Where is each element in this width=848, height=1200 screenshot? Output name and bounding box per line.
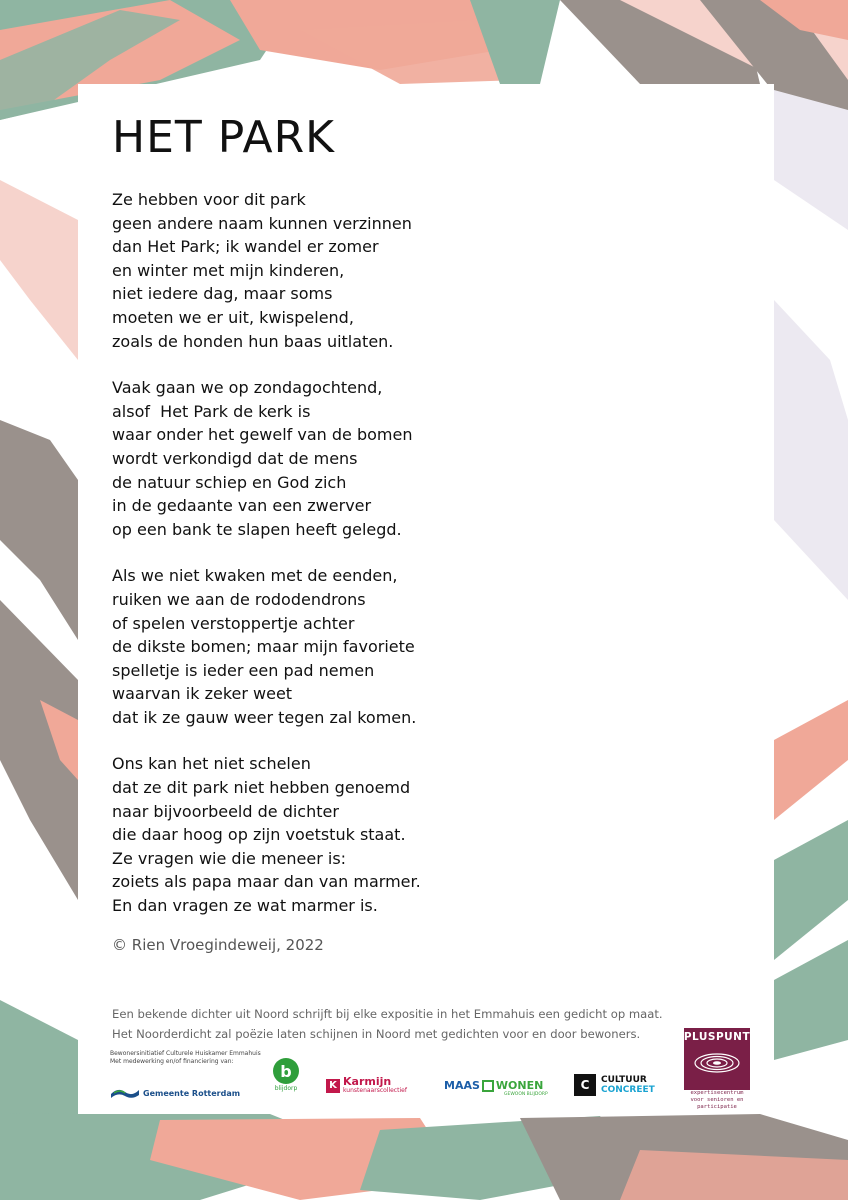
poem-line: de natuur schiep en God zich bbox=[112, 472, 347, 492]
poem-line: in de gedaante van een zwerver bbox=[112, 496, 372, 516]
pluspunt-name: PLUSPUNT bbox=[683, 1031, 751, 1043]
poem-line: En dan vragen ze wat marmer is. bbox=[112, 896, 378, 916]
footer-text bbox=[112, 1004, 663, 1044]
poem-line: zoals de honden hun baas uitlaten. bbox=[112, 331, 394, 351]
poem-card bbox=[78, 84, 774, 1114]
poem-line: de dikste bomen; maar mijn favoriete bbox=[112, 637, 415, 657]
footer-line-1: Een bekende dichter uit Noord schrijft bij elke expositie in het Emmahuis een gedicht op maat. bbox=[112, 1007, 663, 1021]
blijdorp-b-icon: b bbox=[273, 1058, 299, 1084]
poem-line: op een bank te slapen heeft gelegd. bbox=[112, 519, 402, 539]
stanza-3 bbox=[112, 564, 712, 729]
concreet-name: CONCREET bbox=[601, 1085, 655, 1095]
poem-line: naar bijvoorbeeld de dichter bbox=[112, 801, 339, 821]
poem-line: dat ze dit park niet hebben genoemd bbox=[112, 778, 411, 798]
credit-line-2: Met medewerking en/of financiering van: bbox=[110, 1058, 234, 1065]
poem-line: geen andere naam kunnen verzinnen bbox=[112, 213, 412, 233]
stanza-4 bbox=[112, 752, 712, 917]
poem-line: spelletje is ieder een pad nemen bbox=[112, 660, 375, 680]
poem-line: wordt verkondigd dat de mens bbox=[112, 448, 358, 468]
poem-line: en winter met mijn kinderen, bbox=[112, 260, 345, 280]
wonen-name: WONEN bbox=[495, 1079, 544, 1092]
cultuur-concreet-logo bbox=[574, 1074, 655, 1096]
maas-wonen-subtitle: GEWOON BLIJDORP bbox=[504, 1092, 548, 1097]
poem-line: niet iedere dag, maar soms bbox=[112, 284, 333, 304]
rotterdam-lion-icon bbox=[110, 1086, 140, 1100]
poem-line: waar onder het gewelf van de bomen bbox=[112, 425, 413, 445]
cultuur-name: CULTUUR bbox=[601, 1075, 647, 1085]
poem-line: moeten we er uit, kwispelend, bbox=[112, 307, 354, 327]
karmijn-name: Karmijn bbox=[343, 1075, 392, 1088]
poem-line: ruiken we aan de rododendrons bbox=[112, 589, 366, 609]
blijdorp-logo bbox=[268, 1058, 304, 1092]
maas-name: MAAS bbox=[444, 1079, 480, 1092]
poem-line: Als we niet kwaken met de eenden, bbox=[112, 566, 398, 586]
karmijn-logo bbox=[326, 1076, 407, 1095]
stanza-2 bbox=[112, 376, 712, 541]
poem-line: alsof Het Park de kerk is bbox=[112, 401, 311, 421]
pluspunt-swirl-icon bbox=[692, 1043, 742, 1083]
copyright-notice: © Rien Vroegindeweij, 2022 bbox=[112, 936, 324, 954]
footer-line-2: Het Noorderdicht zal poëzie laten schijnen in Noord met gedichten voor en door bewoners. bbox=[112, 1027, 641, 1041]
credit-text bbox=[110, 1050, 261, 1066]
gemeente-rotterdam-logo bbox=[110, 1086, 240, 1100]
poem-line: zoiets als papa maar dan van marmer. bbox=[112, 872, 421, 892]
poem-body bbox=[112, 188, 712, 941]
maas-wonen-logo bbox=[444, 1079, 548, 1097]
poem-line: dan Het Park; ik wandel er zomer bbox=[112, 237, 379, 257]
credit-line-1: Bewonersinitiatief Culturele Huiskamer Emmahuis bbox=[110, 1050, 261, 1057]
gemeente-rotterdam-name: Gemeente Rotterdam bbox=[143, 1088, 241, 1098]
poem-line: dat ik ze gauw weer tegen zal komen. bbox=[112, 707, 417, 727]
pluspunt-subtitle: expertisecentrum voor senioren en participatie bbox=[690, 1090, 744, 1110]
karmijn-subtitle: kunstenaarscollectief bbox=[343, 1087, 407, 1094]
poem-line: Ons kan het niet schelen bbox=[112, 754, 311, 774]
house-icon bbox=[482, 1080, 494, 1092]
poem-line: Vaak gaan we op zondagochtend, bbox=[112, 378, 383, 398]
poem-line: Ze hebben voor dit park bbox=[112, 190, 306, 209]
poem-title: HET PARK bbox=[112, 112, 335, 163]
stanza-1 bbox=[112, 188, 712, 353]
pluspunt-logo bbox=[683, 1028, 751, 1110]
poem-line: Ze vragen wie die meneer is: bbox=[112, 848, 347, 868]
blijdorp-name: blijdorp bbox=[274, 1085, 298, 1092]
karmijn-k-icon: K bbox=[326, 1079, 340, 1093]
poem-line: die daar hoog op zijn voetstuk staat. bbox=[112, 825, 406, 845]
poem-line: of spelen verstoppertje achter bbox=[112, 613, 355, 633]
poem-line: waarvan ik zeker weet bbox=[112, 684, 293, 704]
cultuur-c-icon: C bbox=[574, 1074, 596, 1096]
